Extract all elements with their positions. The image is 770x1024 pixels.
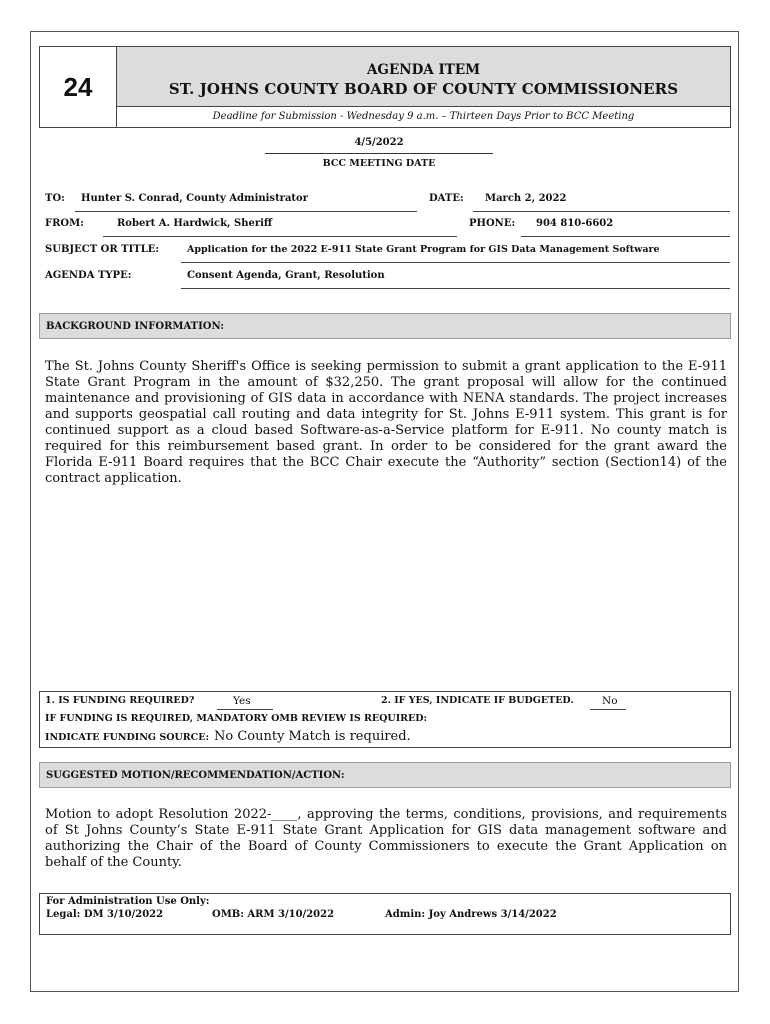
funding-q2-underline — [590, 709, 626, 710]
subject-label: SUBJECT OR TITLE: — [45, 244, 160, 255]
subject-underline — [181, 262, 730, 263]
funding-source-value: No County Match is required. — [214, 729, 411, 744]
funding-q1-underline — [217, 709, 273, 710]
date-label: DATE: — [429, 193, 464, 204]
agenda-type-underline — [181, 288, 730, 289]
agenda-type-value: Consent Agenda, Grant, Resolution — [187, 270, 385, 281]
funding-source-label: INDICATE FUNDING SOURCE: — [45, 732, 209, 743]
phone-value: 904 810-6602 — [536, 218, 614, 229]
funding-q2-label: 2. IF YES, INDICATE IF BUDGETED. — [381, 695, 574, 706]
meeting-date-block — [265, 137, 493, 169]
from-label: FROM: — [45, 218, 84, 229]
legal-approval: Legal: DM 3/10/2022 — [46, 909, 164, 920]
omb-review-note: IF FUNDING IS REQUIRED, MANDATORY OMB REVIEW IS REQUIRED: — [45, 713, 428, 724]
agenda-title-line1: AGENDA ITEM — [366, 62, 481, 78]
phone-underline — [521, 236, 730, 237]
agenda-page — [30, 31, 739, 992]
funding-q1-value: Yes — [233, 695, 251, 707]
from-value: Robert A. Hardwick, Sheriff — [117, 218, 273, 229]
to-label: TO: — [45, 193, 65, 204]
admin-approval: Admin: Joy Andrews 3/14/2022 — [385, 909, 557, 920]
funding-q1-label: 1. IS FUNDING REQUIRED? — [45, 695, 195, 706]
date-underline — [473, 211, 730, 212]
submission-deadline: Deadline for Submission - Wednesday 9 a.m. – Thirteen Days Prior to BCC Meeting — [212, 111, 635, 122]
funding-box — [39, 691, 731, 748]
agenda-type-label: AGENDA TYPE: — [45, 270, 132, 281]
background-heading: BACKGROUND INFORMATION: — [39, 313, 731, 339]
agenda-title-block — [117, 47, 730, 107]
meeting-date-value: 4/5/2022 — [265, 137, 493, 154]
to-value: Hunter S. Conrad, County Administrator — [81, 193, 308, 204]
date-value: March 2, 2022 — [485, 193, 567, 204]
omb-approval: OMB: ARM 3/10/2022 — [212, 909, 335, 920]
admin-use-heading: For Administration Use Only: — [46, 896, 210, 907]
from-underline — [103, 236, 457, 237]
admin-use-box — [39, 893, 731, 935]
agenda-item-number: 24 — [40, 47, 117, 127]
motion-heading: SUGGESTED MOTION/RECOMMENDATION/ACTION: — [39, 762, 731, 788]
motion-text: Motion to adopt Resolution 2022-____, approving the terms, conditions, provisions, and requirements of St Johns County’s State E-911 State Grant Application for GIS data management software and authorizing the Chair of the Board of County Commissioners to execute the Grant Application on behalf of the County. — [45, 807, 727, 870]
meeting-date-label: BCC MEETING DATE — [322, 158, 436, 169]
background-text: The St. Johns County Sheriff's Office is seeking permission to submit a grant application to the E-911 State Grant Program in the amount of $32,250. The grant proposal will allow for the continued maintenance and provisioning of GIS data in accordance with NENA standards. The project increases and supports geospatial call routing and data integrity for St. Johns E-911 system. This grant is for continued support as a cloud based Software-as-a-Service platform for E-911. No county match is required for this reimbursement based grant. In order to be considered for the grant award the Florida E-911 Board requires that the BCC Chair execute the “Authority” section (Section14) of the contract application. — [45, 359, 727, 486]
subject-value: Application for the 2022 E-911 State Grant Program for GIS Data Management Software — [187, 244, 660, 255]
funding-q2-value: No — [602, 695, 618, 707]
to-underline — [75, 211, 417, 212]
phone-label: PHONE: — [469, 218, 516, 229]
agenda-header — [39, 46, 731, 128]
agenda-title-line2: ST. JOHNS COUNTY BOARD OF COUNTY COMMISSIONERS — [168, 80, 679, 98]
